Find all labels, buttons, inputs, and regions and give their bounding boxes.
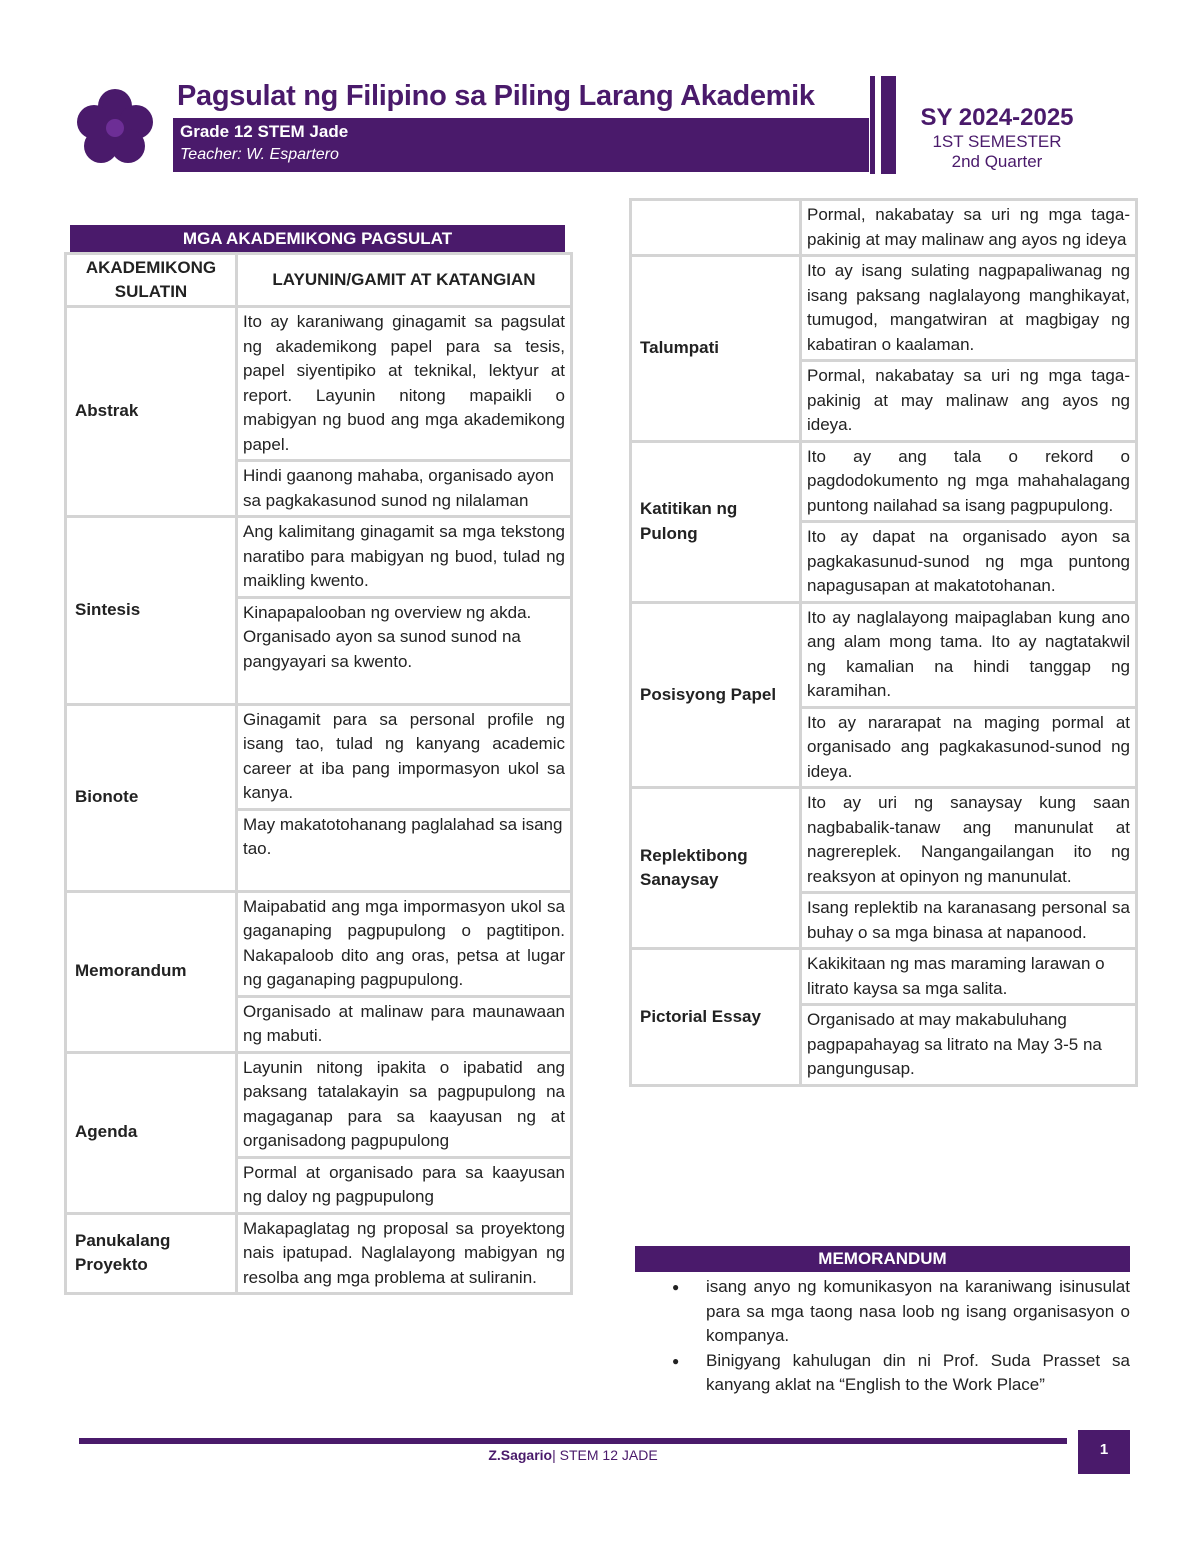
- desc-item: Ito ay isang sulating nagpapaliwanag ng isang paksang naglalayong manghikayat, tumugod, mangatwiran at magbigay ng kabatiran o kaalaman.: [802, 257, 1135, 359]
- empty-type-cell: [632, 201, 799, 254]
- row-type-abstrak: Abstrak: [67, 308, 235, 515]
- divider-bar: [870, 76, 896, 174]
- desc-item: Isang replektib na karanasang personal sa buhay o sa mga binasa at napanood.: [802, 894, 1135, 947]
- list-item: ● Binigyang kahulugan din ni Prof. Suda Prasset sa kanyang aklat na “English to the Work Place”: [672, 1349, 1130, 1398]
- footer-credit: [0, 1447, 1146, 1463]
- desc-item: Ito ay ang tala o rekord o pagdodokumento ng mga mahahalagang puntong nailahad sa isang pagpupulong.: [802, 443, 1135, 521]
- row-desc-posisyong-papel: [802, 604, 1135, 787]
- list-item: ● isang anyo ng komunikasyon na karaniwang isinusulat para sa mga taong nasa loob ng isang organisasyon o kompanya.: [672, 1275, 1130, 1349]
- quarter: 2nd Quarter: [951, 152, 1043, 171]
- col-header-sulatin: AKADEMIKONG SULATIN: [67, 255, 235, 305]
- memorandum-title: MEMORANDUM: [635, 1246, 1130, 1272]
- desc-item: Maipabatid ang mga impormasyon ukol sa gaganaping pagpupulong o pagtitipon. Nakapaloob dito ang oras, petsa at lugar ng gaganaping pagpupulong.: [238, 893, 570, 995]
- row-desc-memorandum: [238, 893, 570, 1051]
- row-type-bionote: Bionote: [67, 706, 235, 890]
- footer-section: | STEM 12 JADE: [552, 1447, 658, 1463]
- row-type-katitikan-ng-pulong: Katitikan ng Pulong: [632, 443, 799, 601]
- subtitle-bar: [173, 118, 869, 172]
- academic-writing-table: [64, 252, 573, 1295]
- row-type-pictorial-essay: Pictorial Essay: [632, 950, 799, 1084]
- desc-item: Kinapapalooban ng overview ng akda. Organisado ayon sa sunod sunod na pangyayari sa kwento.: [238, 599, 570, 703]
- row-type-agenda: Agenda: [67, 1054, 235, 1212]
- flower-logo-icon: [74, 86, 156, 168]
- row-desc-continued: [802, 201, 1135, 254]
- desc-item: May makatotohanang paglalahad sa isang tao.: [238, 811, 570, 890]
- desc-item: Kakikitaan ng mas maraming larawan o litrato kaysa sa mga salita.: [802, 950, 1135, 1003]
- row-type-posisyong-papel: Posisyong Papel: [632, 604, 799, 787]
- row-desc-agenda: [238, 1054, 570, 1212]
- school-year-block: [904, 104, 1090, 172]
- footer-line: [79, 1438, 1067, 1444]
- row-desc-sintesis: [238, 518, 570, 703]
- row-desc-talumpati: [802, 257, 1135, 440]
- left-table-title: MGA AKADEMIKONG PAGSULAT: [70, 225, 565, 252]
- row-type-memorandum: Memorandum: [67, 893, 235, 1051]
- desc-item: Ginagamit para sa personal profile ng isang tao, tulad ng kanyang academic career at iba pang impormasyon ukol sa kanya.: [238, 706, 570, 808]
- desc-item: Organisado at malinaw para maunawaan ng mabuti.: [238, 998, 570, 1051]
- desc-item: Ito ay dapat na organisado ayon sa pagkakasunud-sunod ng mga puntong napagusapan at makatotohanan.: [802, 523, 1135, 601]
- row-type-talumpati: Talumpati: [632, 257, 799, 440]
- teacher-label: Teacher: W. Espartero: [180, 146, 339, 163]
- footer-author: Z.Sagario: [488, 1447, 553, 1463]
- desc-item: Ito ay karaniwang ginagamit sa pagsulat ng akademikong papel para sa tesis, papel siyentipiko at teknikal, lektyur at report. Layunin nitong mapaikli o mabigyan ng buod ang mga akademikong papel.: [238, 308, 570, 459]
- desc-item: Pormal at organisado para sa kaayusan ng daloy ng pagpupulong: [238, 1159, 570, 1212]
- desc-item: Ito ay nararapat na maging pormal at organisado ang pagkakasunod-sunod ng ideya.: [802, 709, 1135, 787]
- desc-item: Makapaglatag ng proposal sa proyektong nais ipatupad. Naglalayong mabigyan ng resolba ang mga problema at suliranin.: [238, 1215, 570, 1293]
- row-desc-panukalang-proyekto: [238, 1215, 570, 1293]
- desc-item: Pormal, nakabatay sa uri ng mga taga- pakinig at may malinaw ang ayos ng ideya.: [802, 362, 1135, 440]
- page-title: Pagsulat ng Filipino sa Piling Larang Akademik: [177, 80, 815, 112]
- semester: 1ST SEMESTER: [932, 132, 1062, 151]
- row-type-replektibong-sanaysay: Replektibong Sanaysay: [632, 789, 799, 947]
- row-type-sintesis: Sintesis: [67, 518, 235, 703]
- memorandum-list: [672, 1275, 1130, 1398]
- desc-item: Hindi gaanong mahaba, organisado ayon sa pagkakasunod sunod ng nilalaman: [238, 462, 570, 515]
- academic-writing-table-continued: [629, 198, 1138, 1087]
- col-header-layunin: LAYUNIN/GAMIT AT KATANGIAN: [238, 255, 570, 305]
- desc-item: Ito ay naglalayong maipaglaban kung ano ang alam mong tama. Ito ay nagtatakwil ng kamalian na hindi tanggap ng karamihan.: [802, 604, 1135, 706]
- desc-item: Organisado at may makabuluhang pagpapahayag sa litrato na May 3-5 na pangungusap.: [802, 1006, 1135, 1084]
- row-desc-replektibong-sanaysay: [802, 789, 1135, 947]
- desc-item: Ang kalimitang ginagamit sa mga tekstong naratibo para mabigyan ng buod, tulad ng maikling kwento.: [238, 518, 570, 596]
- desc-item: Ito ay uri ng sanaysay kung saan nagbabalik-tanaw ang manunulat at nagrereplek. Nangangailangan ito ng reaksyon at opinyon ng manunulat.: [802, 789, 1135, 891]
- desc-item: Pormal, nakabatay sa uri ng mga taga- pakinig at may malinaw ang ayos ng ideya: [802, 201, 1135, 254]
- row-desc-bionote: [238, 706, 570, 890]
- page-number: 1: [1078, 1430, 1130, 1474]
- school-year: SY 2024-2025: [920, 104, 1074, 131]
- row-desc-pictorial-essay: [802, 950, 1135, 1084]
- divider-gap: [875, 76, 881, 174]
- row-type-panukalang-proyekto: Panukalang Proyekto: [67, 1215, 235, 1293]
- row-desc-katitikan-ng-pulong: [802, 443, 1135, 601]
- desc-item: Layunin nitong ipakita o ipabatid ang paksang tatalakayin sa pagpupulong na magaganap para sa kaayusan ng at organisadong pagpupulong: [238, 1054, 570, 1156]
- row-desc-abstrak: [238, 308, 570, 515]
- grade-label: Grade 12 STEM Jade: [180, 122, 349, 141]
